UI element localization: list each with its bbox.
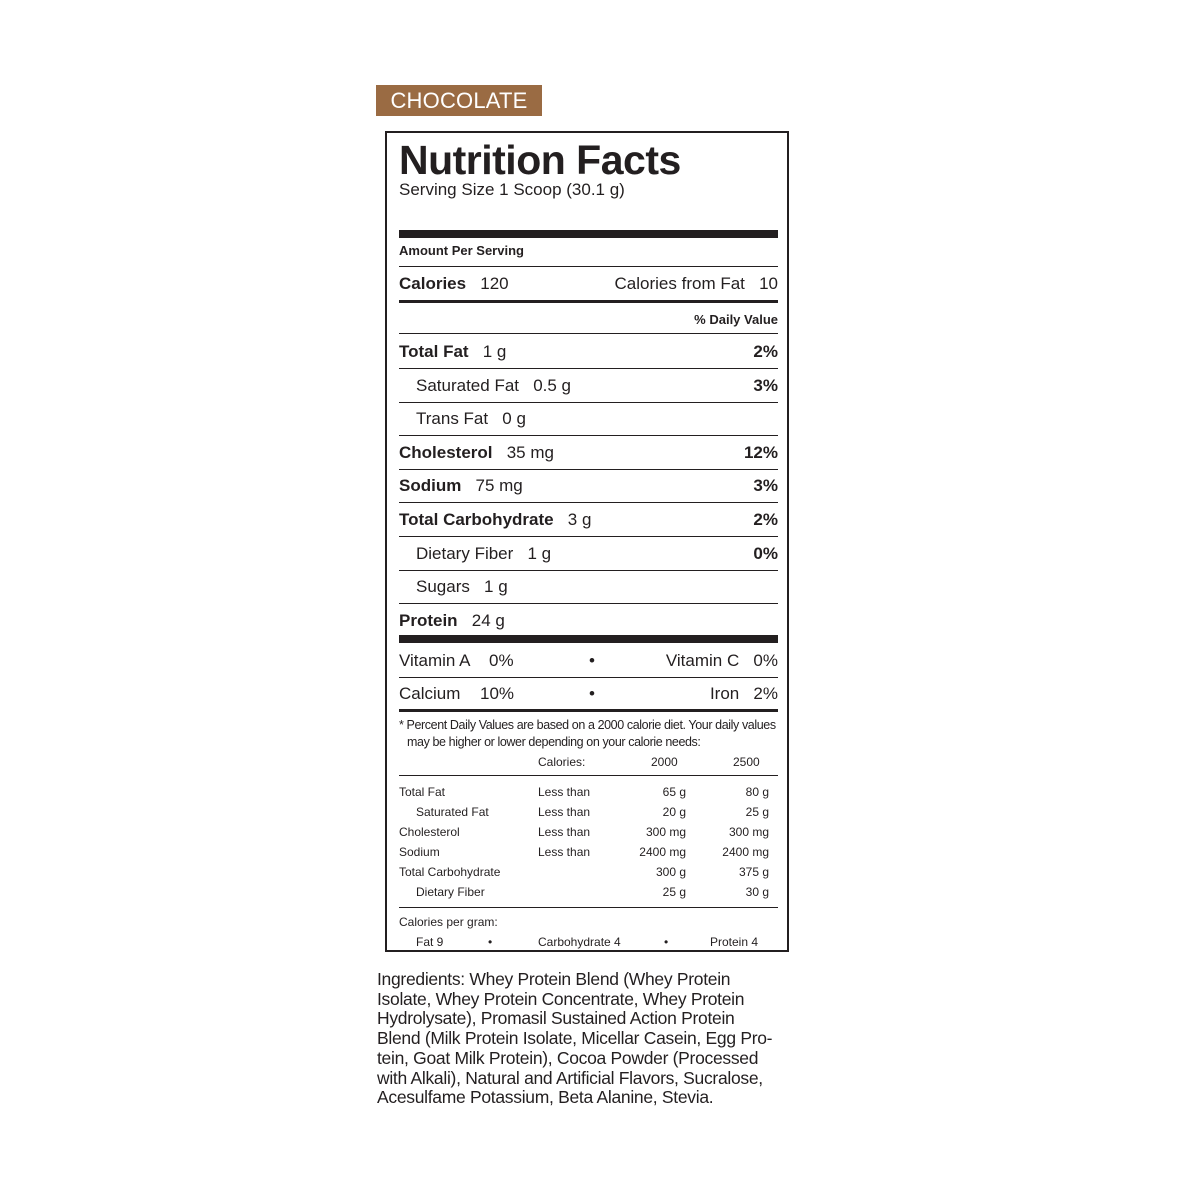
vitamin-value: 0% xyxy=(753,651,778,670)
nutrient-row xyxy=(399,508,778,532)
divider xyxy=(399,266,778,267)
table-value-2500: 25 g xyxy=(745,805,769,819)
calories-from-fat-label: Calories from Fat xyxy=(614,274,745,293)
vitamin-value: 0% xyxy=(489,651,514,670)
calories-from-fat-value: 10 xyxy=(759,274,778,293)
table-nutrient-name: Total Carbohydrate xyxy=(399,865,501,879)
nutrition-facts-panel xyxy=(385,131,789,952)
nutrient-name: Cholesterol xyxy=(399,442,493,462)
nutrient-name: Saturated Fat xyxy=(416,375,520,395)
nutrient-daily-value: 0% xyxy=(753,543,778,563)
ingredients-line: Hydrolysate), Promasil Sustained Action Protein xyxy=(377,1008,735,1029)
table-value-2000: 65 g xyxy=(662,785,686,799)
table-limit: Less than xyxy=(538,785,591,799)
table-header-2500: 2500 xyxy=(733,755,760,769)
table-value-2000: 300 mg xyxy=(645,825,686,839)
panel-title: Nutrition Facts xyxy=(399,137,681,183)
nutrient-amount: 35 mg xyxy=(506,442,554,462)
table-limit: Less than xyxy=(538,845,591,859)
table-value-2000: 300 g xyxy=(655,865,686,879)
table-nutrient-name: Saturated Fat xyxy=(416,805,489,819)
bullet: • xyxy=(664,935,669,949)
table-header-2000: 2000 xyxy=(651,755,678,769)
table-value-2500: 375 g xyxy=(738,865,769,879)
divider xyxy=(399,435,778,436)
flavor-badge: CHOCOLATE xyxy=(376,85,542,116)
nutrient-daily-value: 3% xyxy=(753,476,778,496)
nutrient-amount: 1 g xyxy=(527,543,552,563)
vitamin-name: Calcium xyxy=(399,684,461,703)
table-nutrient-name: Sodium xyxy=(399,845,440,859)
footnote-line-2: may be higher or lower depending on your calorie needs: xyxy=(407,735,701,749)
divider xyxy=(399,907,778,908)
divider xyxy=(399,368,778,369)
ingredients-line: Blend (Milk Protein Isolate, Micellar Casein, Egg Pro- xyxy=(377,1028,773,1049)
divider xyxy=(399,502,778,503)
medium-divider xyxy=(399,300,778,303)
nutrient-name: Total Carbohydrate xyxy=(399,510,554,529)
nutrient-amount: 75 mg xyxy=(475,476,523,496)
vitamin-name: Iron xyxy=(709,684,740,703)
nutrient-amount: 0 g xyxy=(502,409,526,429)
nutrient-amount: 3 g xyxy=(567,510,592,529)
bullet: • xyxy=(589,684,595,703)
nutrient-name: Sodium xyxy=(399,476,462,496)
footnote-line-1: * Percent Daily Values are based on a 2000 calorie diet. Your daily values xyxy=(399,718,776,732)
table-value-2000: 20 g xyxy=(662,805,686,819)
nutrient-row xyxy=(399,575,778,599)
carbohydrate-per-gram: Carbohydrate 4 xyxy=(538,935,621,949)
nutrient-name: Trans Fat xyxy=(416,409,489,429)
divider xyxy=(399,677,778,678)
divider xyxy=(399,536,778,537)
calories-value: 120 xyxy=(480,274,509,293)
table-nutrient-name: Cholesterol xyxy=(399,825,460,839)
nutrient-amount: 1 g xyxy=(482,342,507,361)
nutrient-name: Protein xyxy=(399,610,458,630)
vitamin-row xyxy=(399,682,778,706)
divider xyxy=(399,333,778,334)
daily-value-header: % Daily Value xyxy=(694,312,778,327)
nutrient-name: Total Fat xyxy=(399,342,469,361)
vitamin-value: 2% xyxy=(753,684,778,703)
table-nutrient-name: Dietary Fiber xyxy=(416,885,485,899)
nutrient-row xyxy=(399,609,778,633)
table-value-2500: 2400 mg xyxy=(722,845,769,859)
table-limit: Less than xyxy=(538,805,591,819)
ingredients-label: Ingredients: xyxy=(377,969,465,989)
table-value-2500: 30 g xyxy=(745,885,769,899)
heavy-divider xyxy=(399,230,778,238)
vitamin-row xyxy=(399,649,778,673)
table-value-2500: 300 mg xyxy=(728,825,769,839)
nutrient-row xyxy=(399,542,778,566)
divider xyxy=(399,570,778,571)
vitamin-value: 10% xyxy=(480,684,515,703)
calories-row xyxy=(399,272,778,296)
ingredients-line: Whey Protein Blend (Whey Protein xyxy=(464,969,731,989)
table-header-calories: Calories: xyxy=(538,755,586,769)
nutrient-daily-value: 2% xyxy=(753,342,778,361)
table-value-2000: 25 g xyxy=(662,885,686,899)
fat-per-gram: Fat 9 xyxy=(416,935,444,949)
protein-per-gram: Protein 4 xyxy=(710,935,759,949)
nutrient-daily-value: 2% xyxy=(753,510,778,529)
divider xyxy=(399,402,778,403)
ingredients-line: tein, Goat Milk Protein), Cocoa Powder (Processed xyxy=(377,1047,759,1068)
heavy-divider xyxy=(399,635,778,643)
vitamin-name: Vitamin A xyxy=(399,651,471,670)
nutrient-name: Sugars xyxy=(416,577,470,597)
ingredients-line: Isolate, Whey Protein Concentrate, Whey Protein xyxy=(377,988,745,1009)
ingredients-line: with Alkali), Natural and Artificial Flavors, Sucralose, xyxy=(377,1067,763,1088)
divider xyxy=(399,603,778,604)
serving-size: Serving Size 1 Scoop (30.1 g) xyxy=(399,180,625,199)
ingredients-line: Acesulfame Potassium, Beta Alanine, Stevia. xyxy=(377,1087,714,1108)
nutrient-daily-value: 12% xyxy=(743,442,778,462)
table-nutrient-name: Total Fat xyxy=(399,785,446,799)
nutrient-amount: 1 g xyxy=(484,577,508,597)
nutrient-row xyxy=(399,441,778,465)
table-value-2000: 2400 mg xyxy=(639,845,686,859)
nutrient-row xyxy=(399,474,778,498)
ingredients xyxy=(377,970,817,1108)
nutrient-amount: 24 g xyxy=(471,610,505,630)
amount-per-serving: Amount Per Serving xyxy=(399,243,524,258)
vitamin-name: Vitamin C xyxy=(665,651,740,670)
nutrient-row xyxy=(399,340,778,364)
calories-label: Calories xyxy=(399,274,467,293)
nutrient-amount: 0.5 g xyxy=(533,375,571,395)
table-limit: Less than xyxy=(538,825,591,839)
nutrient-daily-value: 3% xyxy=(753,375,778,395)
divider xyxy=(399,775,778,776)
table-value-2500: 80 g xyxy=(745,785,769,799)
calories-per-gram-label: Calories per gram: xyxy=(399,915,498,929)
nutrient-row xyxy=(399,407,778,431)
bullet: • xyxy=(589,651,595,670)
divider xyxy=(399,469,778,470)
medium-divider xyxy=(399,709,778,712)
nutrient-row xyxy=(399,374,778,398)
nutrient-name: Dietary Fiber xyxy=(416,543,514,563)
bullet: • xyxy=(488,935,493,949)
